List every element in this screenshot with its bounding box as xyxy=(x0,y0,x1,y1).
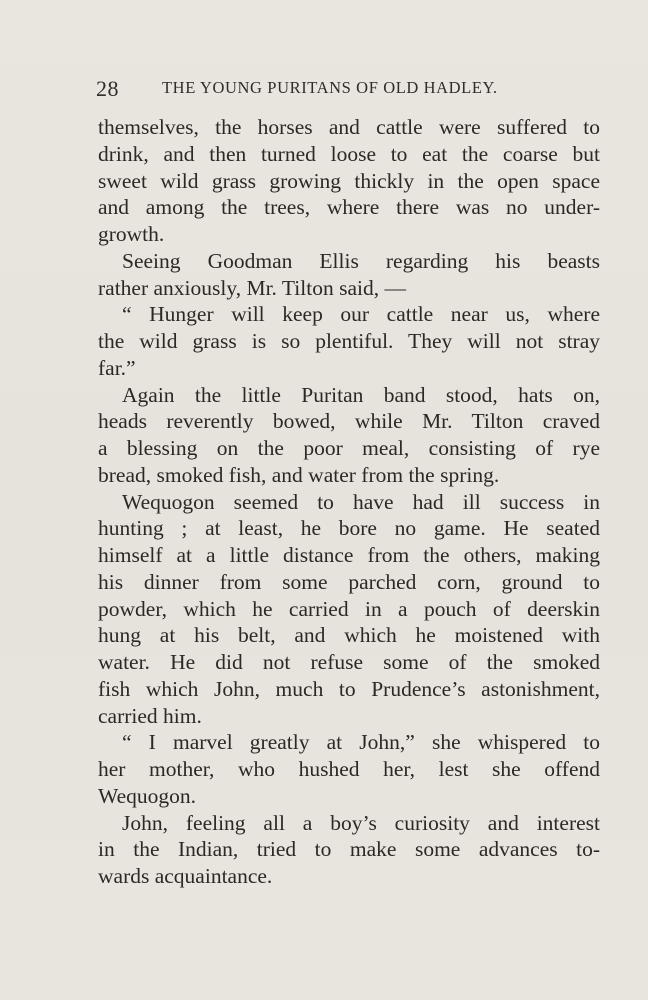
page-header xyxy=(96,72,536,102)
text-line: wards acquaintance. xyxy=(98,864,273,888)
text-line: powder, which he carried in a pouch of deerskin xyxy=(98,596,600,621)
text-line: sweet wild grass growing thickly in the open space xyxy=(98,168,600,193)
text-line: far.” xyxy=(98,355,136,380)
body-text xyxy=(98,114,600,890)
text-line: Seeing Goodman Ellis regarding his beasts xyxy=(122,248,600,273)
text-line: Wequogon. xyxy=(98,783,196,808)
text-line: rather anxiously, Mr. Tilton said, — xyxy=(98,275,406,300)
text-line: Again the little Puritan band stood, hats on, xyxy=(122,382,600,407)
text-line: themselves, the horses and cattle were suffered to xyxy=(98,115,600,139)
text-line: “ Hunger will keep our cattle near us, where xyxy=(122,302,600,327)
running-head: THE YOUNG PURITANS OF OLD HADLEY. xyxy=(162,78,498,97)
text-line: a blessing on the poor meal, consisting of rye xyxy=(98,436,600,460)
text-line: carried him. xyxy=(98,703,202,728)
text-line: his dinner from some parched corn, ground to xyxy=(98,569,600,594)
text-line: fish which John, much to Prudence’s astonishment, xyxy=(98,676,600,701)
text-line: her mother, who hushed her, lest she offend xyxy=(98,757,600,781)
text-line: Wequogon seemed to have had ill success in xyxy=(122,489,600,514)
text-line: John, feeling all a boy’s curiosity and interest xyxy=(122,810,600,835)
text-line: hunting ; at least, he bore no game. He seated xyxy=(98,516,600,541)
text-line: the wild grass is so plentiful. They will not stray xyxy=(98,329,600,353)
text-line: bread, smoked fish, and water from the spring. xyxy=(98,462,500,487)
text-line: growth. xyxy=(98,222,165,246)
text-line: and among the trees, where there was no under- xyxy=(98,195,600,220)
text-line: in the Indian, tried to make some advances to- xyxy=(98,837,600,862)
text-line: hung at his belt, and which he moistened with xyxy=(98,623,600,648)
text-line: water. He did not refuse some of the smoked xyxy=(98,650,600,674)
text-line: heads reverently bowed, while Mr. Tilton craved xyxy=(98,409,600,434)
text-line: drink, and then turned loose to eat the coarse but xyxy=(98,141,600,166)
page-number: 28 xyxy=(96,76,119,101)
text-line: himself at a little distance from the others, making xyxy=(98,543,600,567)
text-line: “ I marvel greatly at John,” she whispered to xyxy=(122,730,600,755)
